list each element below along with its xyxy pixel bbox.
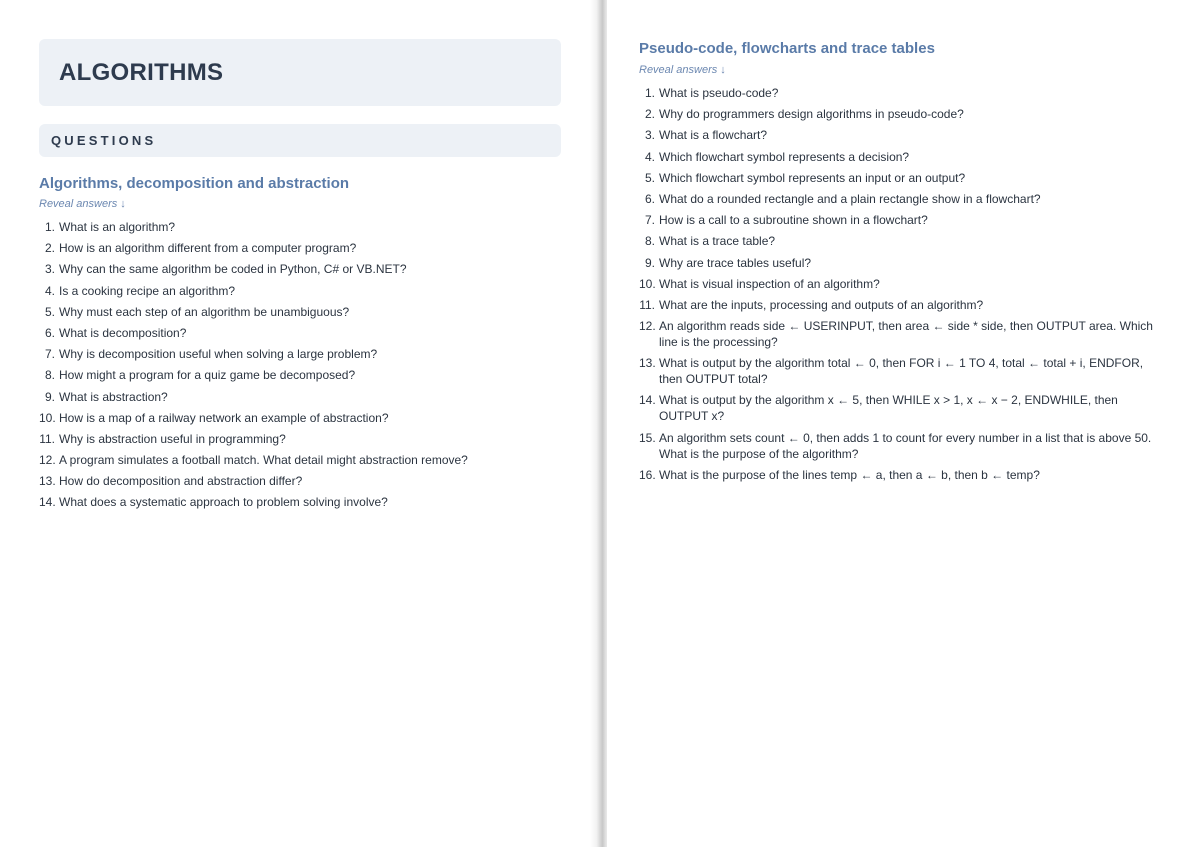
question-number: 7. <box>644 213 655 228</box>
question-number: 13. <box>639 356 656 371</box>
question-item <box>639 191 1164 207</box>
question-text: Which flowchart symbol represents a decision? <box>659 149 910 164</box>
question-item <box>639 392 1164 424</box>
question-item <box>639 297 1164 313</box>
question-item <box>639 355 1164 387</box>
question-item <box>639 276 1164 292</box>
question-text: Why are trace tables useful? <box>659 255 812 270</box>
question-number: 12. <box>639 319 656 334</box>
question-list-pseudocode <box>639 85 1164 488</box>
left-page <box>0 0 597 847</box>
question-item <box>639 255 1164 271</box>
question-number: 9. <box>644 255 655 270</box>
question-text: Why is decomposition useful when solving a large problem? <box>59 347 378 362</box>
question-text: What is the purpose of the lines temp ← a, then a ← b, then b ← temp? <box>659 467 1040 482</box>
question-number: 6. <box>644 191 655 206</box>
question-item <box>39 304 559 320</box>
question-item <box>39 325 559 341</box>
question-text: Is a cooking recipe an algorithm? <box>59 283 236 298</box>
question-item <box>39 367 559 383</box>
question-list-algorithms <box>39 219 559 516</box>
question-number: 11. <box>39 431 55 446</box>
question-item <box>39 431 559 447</box>
question-text: Which flowchart symbol represents an input or an output? <box>659 170 966 185</box>
arrow-down-icon: ↓ <box>720 64 726 76</box>
question-text: What is decomposition? <box>59 325 187 340</box>
question-item <box>39 346 559 362</box>
question-text: How is a call to a subroutine shown in a flowchart? <box>659 213 928 228</box>
section-title-algorithms: Algorithms, decomposition and abstraction <box>39 175 350 192</box>
question-number: 5. <box>644 170 655 185</box>
question-item <box>39 283 559 299</box>
question-item <box>639 85 1164 101</box>
question-item <box>639 318 1164 350</box>
question-text: An algorithm sets count ← 0, then adds 1 to count for every number in a list that is above 50. What is the purpose of the algorithm? <box>659 430 1152 461</box>
question-item <box>639 212 1164 228</box>
questions-heading: QUESTIONS <box>51 133 157 148</box>
question-text: What is output by the algorithm x ← 5, then WHILE x > 1, x ← x − 2, ENDWHILE, then OUTPUT x? <box>659 393 1118 424</box>
question-number: 2. <box>44 241 55 256</box>
question-number: 14. <box>639 393 656 408</box>
question-item <box>39 219 559 235</box>
reveal-answers-link-algorithms[interactable] <box>39 198 126 210</box>
question-number: 15. <box>639 430 656 445</box>
question-number: 16. <box>639 467 656 482</box>
question-text: How do decomposition and abstraction differ? <box>59 474 303 489</box>
page-title: ALGORITHMS <box>59 59 224 86</box>
question-item <box>39 494 559 510</box>
question-number: 14. <box>39 495 56 510</box>
question-text: Why do programmers design algorithms in pseudo-code? <box>659 107 964 122</box>
question-number: 3. <box>44 262 55 277</box>
question-item <box>39 240 559 256</box>
question-text: An algorithm reads side ← USERINPUT, then area ← side * side, then OUTPUT area. Which line is the processing? <box>659 319 1153 350</box>
questions-banner <box>39 124 561 157</box>
question-item <box>639 149 1164 165</box>
reveal-answers-label: Reveal answers <box>39 198 118 210</box>
question-text: What is an algorithm? <box>59 220 176 234</box>
section-title-pseudocode: Pseudo-code, flowcharts and trace tables <box>639 40 935 57</box>
question-item <box>39 410 559 426</box>
question-item <box>39 389 559 405</box>
question-text: What are the inputs, processing and outputs of an algorithm? <box>659 297 984 312</box>
question-number: 2. <box>644 107 655 122</box>
question-number: 7. <box>44 347 55 362</box>
question-number: 12. <box>39 453 56 468</box>
title-banner <box>39 39 561 106</box>
reveal-answers-link-pseudocode[interactable] <box>639 64 726 76</box>
question-text: How is a map of a railway network an example of abstraction? <box>59 410 389 425</box>
question-text: How is an algorithm different from a computer program? <box>59 241 357 256</box>
question-number: 6. <box>44 325 55 340</box>
question-text: Why is abstraction useful in programming? <box>59 431 286 446</box>
question-text: What do a rounded rectangle and a plain rectangle show in a flowchart? <box>659 191 1041 206</box>
question-number: 11. <box>639 297 655 312</box>
question-text: What is a trace table? <box>659 234 776 249</box>
question-number: 8. <box>644 234 655 249</box>
question-item <box>639 170 1164 186</box>
arrow-down-icon: ↓ <box>120 198 126 210</box>
question-number: 9. <box>44 389 55 404</box>
question-number: 4. <box>44 283 55 298</box>
question-item <box>39 473 559 489</box>
question-text: What is abstraction? <box>59 389 168 404</box>
question-item <box>639 467 1164 483</box>
question-number: 13. <box>39 474 56 489</box>
question-text: Why can the same algorithm be coded in Python, C# or VB.NET? <box>59 262 407 277</box>
question-text: What does a systematic approach to problem solving involve? <box>59 495 388 510</box>
question-item <box>639 430 1164 462</box>
question-item <box>39 261 559 277</box>
question-item <box>639 233 1164 249</box>
question-item <box>639 106 1164 122</box>
question-text: Why must each step of an algorithm be unambiguous? <box>59 304 350 319</box>
question-number: 3. <box>644 128 655 143</box>
reveal-answers-label: Reveal answers <box>639 64 718 76</box>
question-text: What is a flowchart? <box>659 128 768 143</box>
question-text: How might a program for a quiz game be decomposed? <box>59 368 356 383</box>
question-text: What is visual inspection of an algorithm? <box>659 276 880 291</box>
question-number: 1. <box>44 220 55 234</box>
question-number: 10. <box>639 276 656 291</box>
question-text: What is pseudo-code? <box>659 86 779 100</box>
question-item <box>39 452 559 468</box>
question-text: What is output by the algorithm total ← 0, then FOR i ← 1 TO 4, total ← total + i, ENDFOR, then OUTPUT total? <box>659 356 1144 387</box>
question-item <box>639 127 1164 143</box>
question-number: 5. <box>44 304 55 319</box>
question-number: 10. <box>39 410 56 425</box>
question-text: A program simulates a football match. What detail might abstraction remove? <box>59 453 468 468</box>
question-number: 4. <box>644 149 655 164</box>
question-number: 8. <box>44 368 55 383</box>
question-number: 1. <box>644 86 655 100</box>
